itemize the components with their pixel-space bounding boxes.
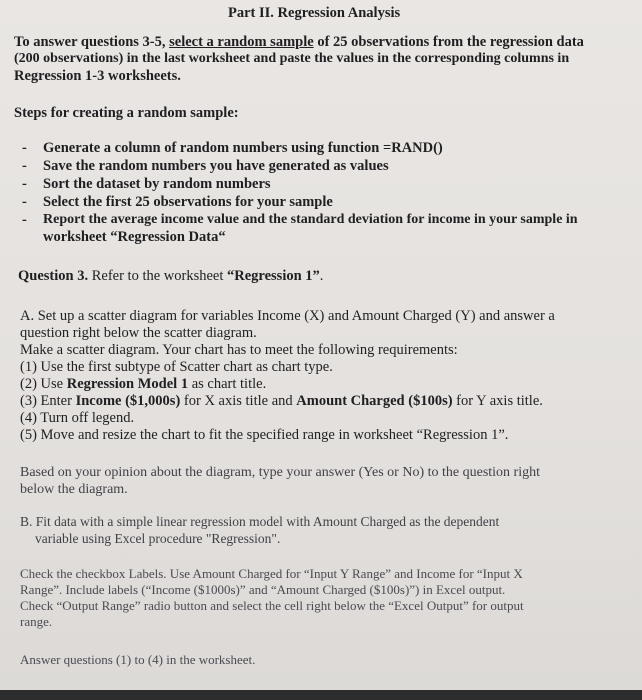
part-a-line-3: Make a scatter diagram. Your chart has to meet the following requirements:	[20, 342, 458, 358]
requirement-5: (5) Move and resize the chart to fit the specified range in worksheet “Regression 1”.	[20, 427, 509, 443]
requirement-3-d: Amount Charged ($100s)	[296, 393, 453, 409]
question-3-text: Refer to the worksheet	[88, 268, 228, 284]
opinion-line-2: below the diagram.	[20, 482, 128, 497]
question-3-end: .	[319, 268, 324, 284]
step-item: Report the average income value and the standard deviation for income in your sample in	[43, 212, 578, 227]
requirement-2-c: as chart title.	[188, 376, 267, 392]
step-dash: -	[22, 140, 27, 156]
step-item: Generate a column of random numbers using function =RAND()	[43, 140, 443, 156]
part-a-line-1: A. Set up a scatter diagram for variables Income (X) and Amount Charged (Y) and answer a	[20, 308, 555, 324]
requirement-3-c: for X axis title and	[180, 393, 297, 409]
requirement-2-a: (2) Use	[20, 376, 67, 392]
requirement-4: (4) Turn off legend.	[20, 410, 135, 426]
step-item: Save the random numbers you have generated as values	[43, 158, 389, 174]
requirement-1: (1) Use the first subtype of Scatter chart as chart type.	[20, 359, 333, 375]
section-title: Part II. Regression Analysis	[228, 5, 401, 21]
step-item: Sort the dataset by random numbers	[43, 176, 271, 192]
requirement-3-a: (3) Enter	[20, 393, 76, 409]
requirement-3	[20, 393, 543, 409]
step-dash: -	[22, 176, 27, 192]
check-line-4: range.	[20, 614, 53, 629]
requirement-3-b: Income ($1,000s)	[75, 393, 181, 409]
intro-line-2: (200 observations) in the last worksheet and paste the values in the corresponding columns in	[14, 51, 570, 66]
steps-heading: Steps for creating a random sample:	[14, 105, 239, 121]
requirement-3-e: for Y axis title.	[452, 393, 543, 409]
requirement-2-b: Regression Model 1	[66, 376, 189, 392]
check-line-3: Check “Output Range” radio button and select the cell right below the “Excel Output” for output	[20, 598, 524, 613]
intro-text-b: of 25 observations from the regression data	[313, 34, 584, 50]
intro-line-1	[14, 34, 584, 50]
opinion-line-1: Based on your opinion about the diagram, type your answer (Yes or No) to the question right	[20, 465, 540, 480]
requirement-2	[20, 376, 266, 392]
check-line-1: Check the checkbox Labels. Use Amount Charged for “Input Y Range” and Income for “Input X	[20, 566, 523, 581]
step-dash: -	[22, 194, 27, 210]
bottom-edge	[0, 690, 642, 700]
check-line-2: Range”. Include labels (“Income ($1000s)” and “Amount Charged ($100s)”) in Excel output.	[20, 582, 506, 597]
question-3-ref: “Regression 1”	[227, 268, 320, 284]
step-dash: -	[22, 212, 27, 228]
step-item: Select the first 25 observations for your sample	[43, 194, 333, 210]
part-b-line-1: B. Fit data with a simple linear regression model with Amount Charged as the dependent	[20, 514, 500, 529]
step-dash: -	[22, 158, 27, 174]
intro-text-a: To answer questions 3-5,	[14, 34, 170, 50]
answer-instruction: Answer questions (1) to (4) in the worksheet.	[20, 652, 256, 667]
intro-line-3: Regression 1-3 worksheets.	[14, 68, 181, 84]
part-b-line-2: variable using Excel procedure "Regression".	[35, 531, 281, 546]
random-sample-link[interactable]: select a random sample	[169, 34, 314, 50]
step-item-continued: worksheet “Regression Data“	[43, 229, 226, 245]
question-3-heading	[18, 268, 323, 284]
part-a-line-2: question right below the scatter diagram.	[20, 325, 257, 341]
question-3-label: Question 3.	[18, 268, 89, 284]
